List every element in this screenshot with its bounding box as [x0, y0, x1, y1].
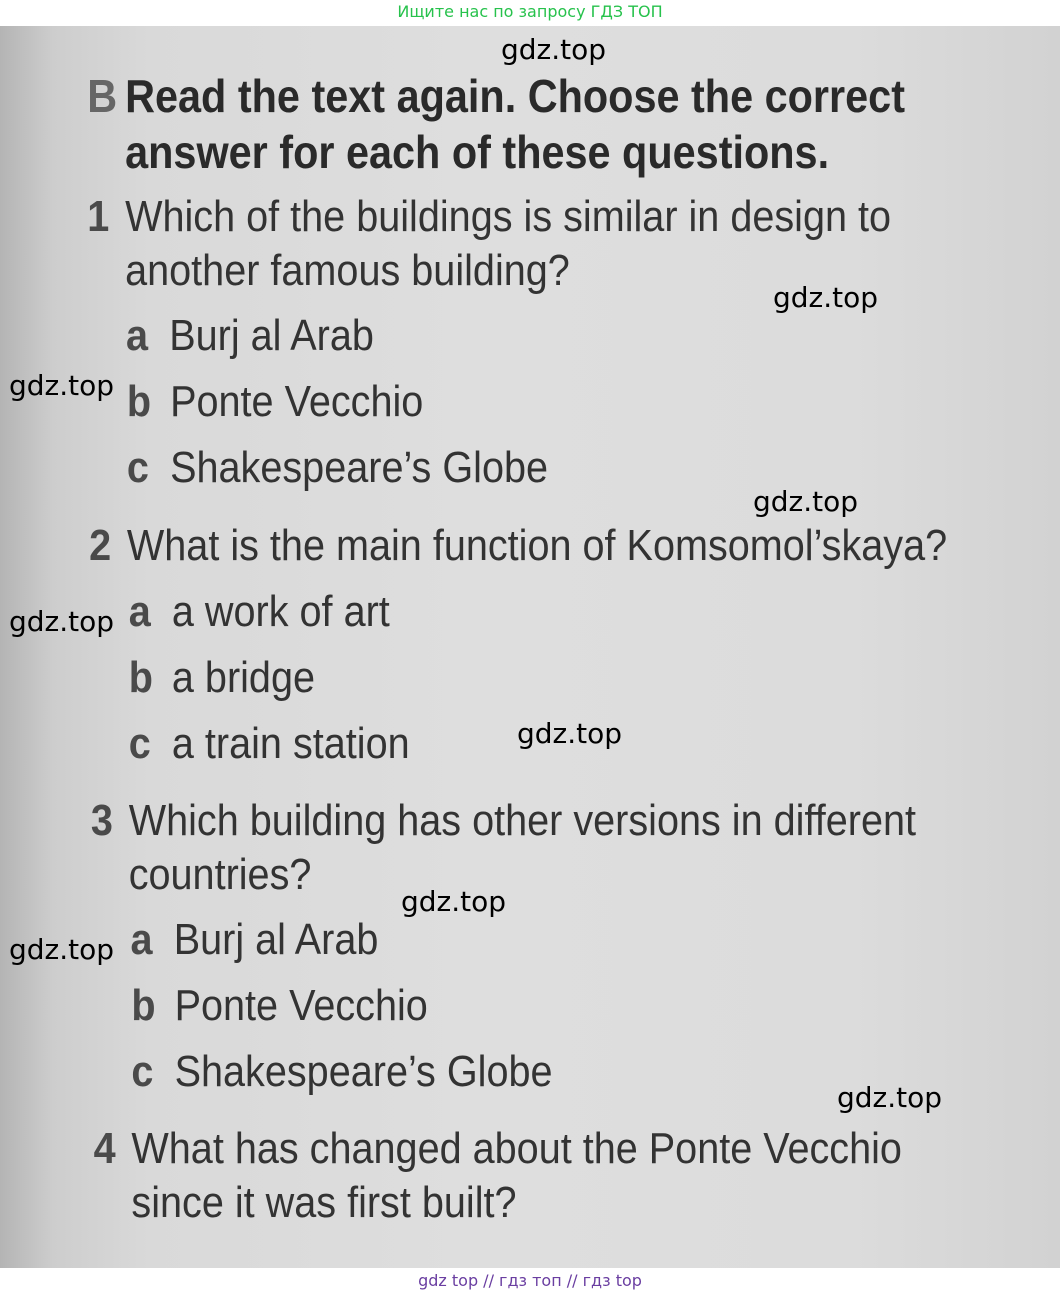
option-letter: c [128, 719, 151, 768]
exercise-text [0, 26, 954, 1268]
option-3c [131, 1045, 552, 1099]
option-2c [129, 717, 410, 771]
question-number: 3 [90, 796, 113, 845]
question-line: What has changed about the Ponte Vecchio [131, 1124, 902, 1173]
option-1c [127, 441, 548, 495]
option-1b [127, 375, 423, 429]
option-text: a bridge [171, 653, 316, 702]
option-3b [131, 979, 427, 1033]
question-line: What is the main function of Komsomol’skaya? [126, 521, 948, 570]
question-number: 4 [93, 1124, 116, 1173]
option-text: Burj al Arab [173, 915, 379, 964]
exercise-instruction [125, 68, 1025, 180]
question-text [129, 794, 1060, 902]
option-text: Shakespeare’s Globe [170, 443, 549, 492]
question-line: Which building has other versions in different [128, 796, 917, 845]
watermark: gdz.top [9, 933, 115, 966]
option-1a [126, 309, 374, 363]
option-2b [129, 651, 315, 705]
option-letter: a [126, 311, 149, 360]
option-letter: b [128, 653, 153, 702]
question-number: 1 [87, 192, 110, 241]
option-letter: c [131, 1047, 154, 1096]
option-letter: c [126, 443, 149, 492]
option-text: Burj al Arab [169, 311, 374, 360]
watermark: gdz.top [837, 1081, 943, 1114]
instruction-line: answer for each of these questions. [125, 126, 830, 178]
question-line: countries? [128, 850, 312, 899]
watermark: gdz.top [401, 885, 507, 918]
option-text: Ponte Vecchio [174, 981, 428, 1030]
question-line: since it was first built? [131, 1178, 517, 1227]
option-letter: a [128, 587, 151, 636]
option-2a [129, 585, 390, 639]
option-3a [131, 913, 379, 967]
watermark: gdz.top [501, 33, 607, 66]
footer-text: gdz top // гдз топ // гдз top [418, 1271, 642, 1290]
option-letter: b [131, 981, 156, 1030]
watermark: gdz.top [9, 605, 115, 638]
watermark: gdz.top [773, 281, 879, 314]
question-text [125, 190, 1060, 298]
option-letter: b [126, 377, 152, 426]
option-letter: a [130, 915, 153, 964]
question-line: another famous building? [125, 246, 570, 295]
watermark: gdz.top [517, 717, 623, 750]
question-line: Which of the buildings is similar in design to [125, 192, 892, 241]
option-text: Ponte Vecchio [170, 377, 424, 426]
top-banner-text: Ищите нас по запросу ГДЗ ТОП [397, 2, 663, 21]
question-text [131, 1122, 1060, 1230]
question-number: 2 [89, 521, 112, 570]
watermark: gdz.top [753, 485, 859, 518]
exercise-letter: B [87, 70, 118, 122]
option-text: a train station [171, 719, 410, 768]
instruction-line: Read the text again. Choose the correct [125, 70, 905, 122]
option-text: Shakespeare’s Globe [174, 1047, 553, 1096]
top-banner [0, 0, 1060, 26]
footer [0, 1268, 1060, 1296]
option-text: a work of art [171, 587, 390, 636]
question-text [127, 519, 1060, 573]
watermark: gdz.top [9, 369, 115, 402]
